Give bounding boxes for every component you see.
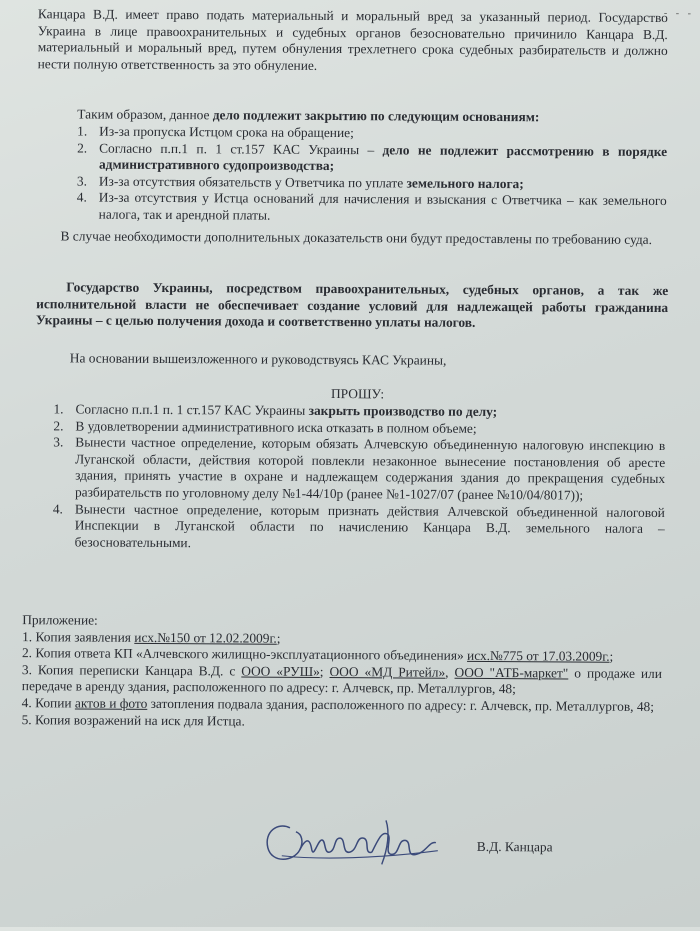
appendix-item-1: 1. Копия заявления исх.№150 от 12.02.2009г.;	[22, 628, 281, 646]
appendix-item-3: 3. Копия переписки Канцара В.Д. с ООО «РУШ»; ООО «МД Ритейл», ООО "АТБ-маркет" о продаже или передаче в аренду здания, расположенного по адресу: г. Алчевск, пр. Металлургов, 48;	[21, 661, 662, 697]
list-item-text: Вынести частное определение, которым признать действия Алчевской объединенной налоговой Инспекции в Луганской области по начислению Канцара В.Д. земельного налога – безосновательными.	[74, 501, 665, 550]
basis-line: На основании вышеизложенного и руководствуясь КАС Украины,	[69, 350, 447, 368]
state-statement: Государство Украины, посредством правоохранительных, судебных органов, а так же исполнительной власти не обеспечивает создание условий для надлежащей работы гражданина Украины – с целью получения дохода и соответственно уплаты налогов.	[36, 279, 669, 331]
list-item	[53, 501, 665, 555]
list-item-text: Из-за отсутствия обязательств у Ответчика по уплате земельного налога;	[98, 173, 524, 191]
list-item-number: 2.	[77, 140, 88, 156]
list-item-number: 4.	[76, 189, 87, 205]
appendix	[22, 612, 663, 732]
appendix-heading: Приложение:	[22, 612, 98, 628]
list-item-number: 3.	[53, 434, 64, 450]
top-paragraph: Канцара В.Д. имеет право подать материальный и моральный вред за указанный период. Государство Украина в лице правоохранительных и судебных органов безосновательно причинило Канцара В.Д. материальный и моральный вред, путем обнуления трехлетнего срока судебных разбирательств и должно нести полную ответственность за это обнуление.	[37, 6, 668, 73]
list-item	[77, 190, 667, 227]
list-item-text: Из-за отсутствия у Истца оснований для начисления и взыскания с Ответчика – как земельного налога, так и арендной платы.	[98, 189, 667, 223]
grounds-list	[77, 123, 668, 226]
requests-list	[53, 401, 666, 554]
doc-link: исх.№775 от 17.03.2009г.	[467, 648, 610, 664]
list-item-text: Согласно п.п.1 п. 1 ст.157 КАС Украины закрыть производство по делу;	[75, 401, 498, 420]
list-item-number: 3.	[76, 173, 87, 189]
appendix-item-5: 5. Копия возражений на иск для Истца.	[21, 711, 245, 729]
doc-link: ООО "АТБ-маркет"	[454, 664, 569, 681]
grounds-intro-bold: дело подлежит закрытию по следующим основаниям:	[212, 107, 540, 125]
appendix-item-4: 4. Копии актов и фото затопления подвала здания, расположенного по адресу: г. Алчевск, пр. Металлургов, 48;	[21, 695, 655, 714]
doc-link: исх.№150 от 12.02.2009г.	[134, 629, 277, 646]
doc-link: актов и фото	[74, 695, 148, 711]
list-item	[53, 435, 665, 505]
list-item-text: Вынести частное определение, которым обязать Алчевскую объединенную налоговую инспекцию в Луганской области, действия которой повлекли незаконное вынесение постановления об аресте здания, принять участие в охране и надлежащем содержания здания до прекращения судебных разбирательств по уголовному делу №1-44/10р (ранее №1-1027/07 (ранее №10/04/8017));	[74, 434, 666, 503]
list-item	[77, 140, 667, 177]
doc-link: ООО «РУШ»	[241, 663, 320, 679]
signer-name: В.Д. Канцара	[476, 838, 553, 855]
list-item-text: Из-за пропуска Истцом срока на обращение;	[99, 123, 354, 141]
request-heading: ПРОШУ:	[330, 386, 385, 402]
list-item-number: 4.	[52, 500, 63, 516]
list-item-number: 1.	[53, 401, 64, 417]
corner-marks: - - -	[663, 8, 694, 20]
appendix-item-2: 2. Копия ответа КП «Алчевского жилищно-эксплуатационного объединения» исх.№775 от 17.03.2009г.;	[21, 645, 614, 664]
doc-link: ООО «МД Ритейл»	[329, 663, 446, 680]
evidence-note: В случае необходимости дополнительных доказательств они будут предоставлены по требованию суда.	[60, 228, 653, 247]
list-item-text: Согласно п.п.1 п. 1 ст.157 КАС Украины – дело не подлежит рассмотрению в порядке административного судопроизводства;	[98, 140, 668, 174]
grounds-intro-plain: Таким образом, данное	[77, 106, 213, 123]
handwritten-signature	[260, 810, 450, 871]
list-item-text: В удовлетворении административного иска отказать в полном объеме;	[75, 418, 477, 436]
list-item-number: 2.	[53, 417, 64, 433]
list-item-number: 1.	[77, 123, 88, 139]
